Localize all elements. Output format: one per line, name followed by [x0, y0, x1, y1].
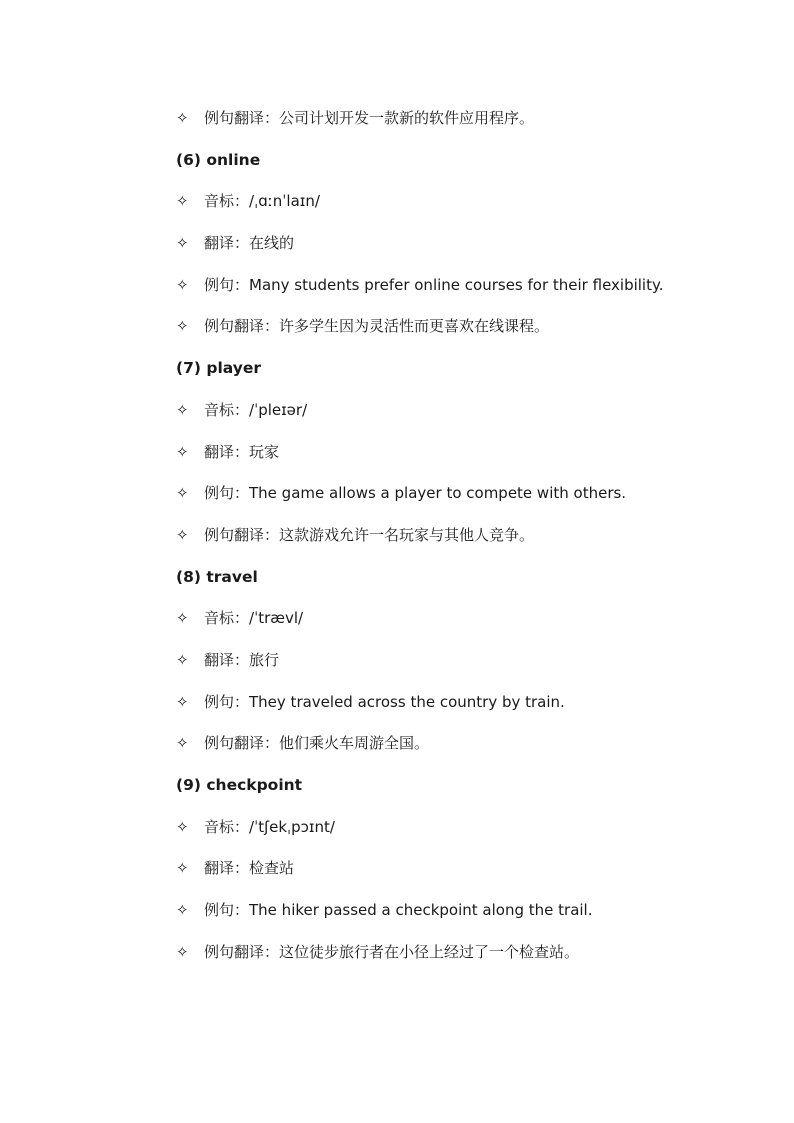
item-text: The game allows a player to compete with others. [249, 484, 627, 503]
diamond-bullet-icon: ✧ [176, 484, 189, 503]
item-label: 音标： [204, 609, 250, 628]
item-label: 翻译： [204, 442, 250, 461]
diamond-bullet-icon: ✧ [176, 859, 189, 878]
item-label: 例句： [204, 692, 250, 711]
diamond-bullet-icon: ✧ [176, 192, 189, 211]
item-text: 这款游戏允许一名玩家与其他人竞争。 [279, 525, 535, 544]
item-text: 公司计划开发一款新的软件应用程序。 [279, 109, 535, 127]
diamond-bullet-icon: ✧ [176, 817, 189, 836]
list-item [176, 314, 736, 356]
item-text: 这位徒步旅行者在小径上经过了一个检查站。 [279, 942, 580, 961]
item-text: 玩家 [249, 442, 280, 461]
list-item [176, 648, 736, 690]
diamond-bullet-icon: ✧ [176, 734, 189, 753]
item-text: The hiker passed a checkpoint along the trail. [249, 901, 593, 920]
vocab-heading: (7) player [176, 359, 262, 378]
item-text: Many students prefer online courses for their flexibility. [249, 275, 664, 294]
diamond-bullet-icon: ✧ [176, 442, 189, 461]
item-label: 翻译： [204, 859, 250, 878]
list-item [176, 606, 736, 648]
list-item [176, 815, 736, 857]
list-item [176, 690, 736, 732]
item-text: /ˈpleɪər/ [249, 400, 308, 419]
list-item [176, 731, 736, 773]
item-text: 旅行 [249, 650, 280, 669]
item-label: 音标： [204, 817, 250, 836]
diamond-bullet-icon: ✧ [176, 317, 189, 336]
list-item [176, 523, 736, 565]
diamond-bullet-icon: ✧ [176, 650, 189, 669]
item-text: /ˈtrævl/ [249, 609, 304, 628]
item-label: 例句： [204, 901, 250, 920]
diamond-bullet-icon: ✧ [176, 275, 189, 294]
item-label: 例句翻译： [204, 317, 280, 336]
list-item [176, 856, 736, 898]
vocab-heading: (8) travel [176, 567, 258, 586]
list-item [176, 231, 736, 273]
item-label: 例句翻译： [204, 525, 280, 544]
item-text: 他们乘火车周游全国。 [279, 734, 430, 753]
list-item [176, 940, 736, 982]
item-label: 音标： [204, 192, 250, 211]
vocab-heading: (6) online [176, 150, 261, 169]
item-label: 音标： [204, 400, 250, 419]
list-item [176, 106, 736, 148]
list-item [176, 398, 736, 440]
vocab-heading: (9) checkpoint [176, 776, 303, 794]
diamond-bullet-icon: ✧ [176, 234, 189, 253]
diamond-bullet-icon: ✧ [176, 109, 189, 127]
diamond-bullet-icon: ✧ [176, 525, 189, 544]
item-label: 翻译： [204, 650, 250, 669]
item-text: /ˌɑːnˈlaɪn/ [249, 192, 320, 211]
list-item [176, 189, 736, 231]
diamond-bullet-icon: ✧ [176, 400, 189, 419]
document-page [176, 106, 736, 981]
list-item [176, 273, 736, 315]
list-item [176, 481, 736, 523]
item-text: 在线的 [249, 234, 295, 253]
diamond-bullet-icon: ✧ [176, 901, 189, 920]
item-text: /ˈtʃekˌpɔɪnt/ [249, 817, 335, 836]
item-label: 例句： [204, 275, 250, 294]
diamond-bullet-icon: ✧ [176, 692, 189, 711]
item-label: 翻译： [204, 234, 250, 253]
item-text: 许多学生因为灵活性而更喜欢在线课程。 [279, 317, 550, 336]
item-label: 例句翻译： [204, 109, 280, 127]
item-label: 例句翻译： [204, 942, 280, 961]
item-text: 检查站 [249, 859, 295, 878]
list-item [176, 440, 736, 482]
diamond-bullet-icon: ✧ [176, 609, 189, 628]
item-label: 例句： [204, 484, 250, 503]
item-text: They traveled across the country by train. [249, 692, 565, 711]
item-label: 例句翻译： [204, 734, 280, 753]
diamond-bullet-icon: ✧ [176, 942, 189, 961]
list-item [176, 898, 736, 940]
